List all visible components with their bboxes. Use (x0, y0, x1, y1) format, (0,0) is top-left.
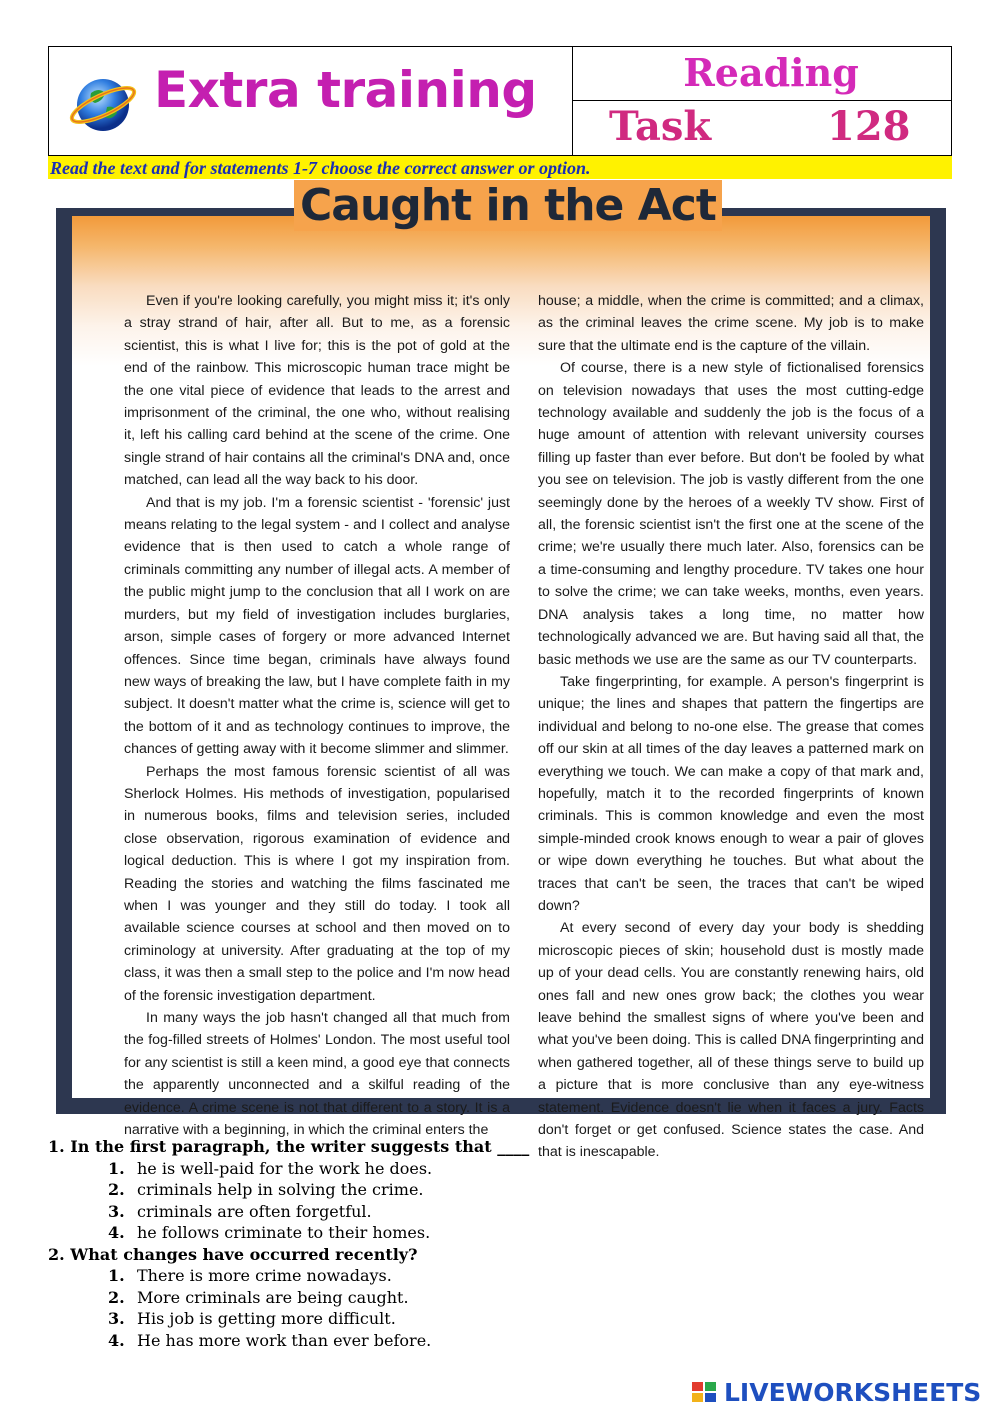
option-number: 2. (108, 1287, 125, 1307)
answer-option[interactable] (48, 1265, 948, 1287)
question-prompt: 1. In the first paragraph, the writer suggests that ____ (48, 1137, 530, 1156)
option-text: he follows criminate to their homes. (137, 1223, 431, 1242)
option-text: he is well-paid for the work he does. (137, 1158, 433, 1178)
liveworksheets-mark-icon (692, 1382, 718, 1404)
answer-option[interactable] (48, 1308, 948, 1330)
article-column-left (124, 290, 510, 1141)
section-label: Reading (683, 50, 859, 95)
paragraph: Of course, there is a new style of fictionalised forensics on television nowadays that uses the most cutting-edge technology available and suddenly the job is the focus of a huge amount of attention with relevant university courses filling up faster than ever before. But don't be fooled by what you see on television. The job is vastly different from the one seemingly done by the heroes of a weekly TV show. First of all, the forensic scientist isn't the first one at the scene of the crime; we're usually there much later. Also, forensics can be a time-consuming and lengthy procedure. TV takes one hour to solve the crime; we can take weeks, months, even years. DNA analysis takes a long time, no matter how technologically advanced we are. But having said all that, the basic methods we use are the same as our TV counterparts. (538, 360, 924, 668)
paragraph: In many ways the job hasn't changed all that much from the fog-filled streets of Holmes' London. The most useful tool for any scientist is still a keen mind, a good eye that connects the apparently unconnected and a skilful reading of the evidence. A crime scene is not that different to a story. It is a narrative with a beginning, in which the criminal enters the (124, 1010, 510, 1139)
option-text: He has more work than ever before. (137, 1330, 432, 1350)
answer-option[interactable] (48, 1330, 948, 1352)
task-label: Task (609, 103, 712, 150)
article-column-right (538, 290, 924, 1164)
task-number: 128 (827, 103, 911, 150)
header-title-cell (49, 47, 573, 155)
paragraph: house; a middle, when the crime is committed; and a climax, as the criminal leaves the crime scene. My job is to make sure that the ultimate end is the capture of the villain. (538, 293, 924, 354)
option-number: 3. (108, 1201, 125, 1221)
paragraph: Even if you're looking carefully, you might miss it; it's only a stray strand of hair, after all. But to me, as a forensic scientist, this is what I live for; this is the pot of gold at the end of the rainbow. This microscopic human trace might be the one vital piece of evidence that leads to the arrest and imprisonment of the criminal, the one who, without realising it, left his calling card behind at the scene of the crime. One single strand of hair contains all the criminal's DNA and, once matched, can lead all the way back to his door. (124, 293, 510, 489)
option-number: 3. (108, 1309, 125, 1328)
globe-icon (67, 67, 139, 139)
answer-option[interactable] (48, 1158, 948, 1180)
header-divider (573, 100, 951, 101)
option-number: 1. (108, 1158, 125, 1178)
option-text: His job is getting more difficult. (137, 1309, 396, 1328)
instruction-text: Read the text and for statements 1-7 choose the correct answer or option. (50, 158, 591, 178)
question-prompt: 2. What changes have occurred recently? (48, 1244, 418, 1264)
option-number: 4. (108, 1330, 125, 1350)
option-text: More criminals are being caught. (137, 1287, 409, 1307)
worksheet-title: Extra training (154, 61, 537, 119)
option-number: 4. (108, 1223, 125, 1242)
option-number: 2. (108, 1180, 125, 1199)
option-text: criminals help in solving the crime. (137, 1180, 424, 1199)
instruction-bar (48, 156, 952, 179)
frame-right-border (930, 208, 946, 1114)
answer-option[interactable] (48, 1179, 948, 1201)
option-text: There is more crime nowadays. (137, 1266, 392, 1285)
liveworksheets-logo[interactable] (692, 1378, 992, 1406)
header-task-cell (573, 47, 951, 155)
paragraph: Perhaps the most famous forensic scientist of all was Sherlock Holmes. His methods of investigation, popularised in numerous books, films and television series, included close observation, rigorous examination of evidence and logical deduction. This is where I got my inspiration from. Reading the stories and watching the films fascinated me when I was younger and they still do today. I took all available science courses at school and then moved on to criminology at university. After graduating at the top of my class, it was then a small step to the police and I'm now head of the forensic investigation department. (124, 763, 510, 1004)
paragraph: At every second of every day your body is shedding microscopic pieces of skin; household dust is mostly made up of your dead cells. You are constantly renewing hairs, old ones fall and new ones grow back; the clothes you wear leave behind the smallest signs of where you've been and what you've been doing. This is called DNA fingerprinting and when gathered together, all of these things serve to build up a picture that is more conclusive than any eye-witness statement. Evidence doesn't lie when it faces a jury. Facts don't forget or get confused. Science states the case. And that is inescapable. (538, 920, 924, 1161)
option-text: criminals are often forgetful. (137, 1201, 372, 1221)
questions-section (48, 1136, 948, 1351)
worksheet-header (48, 46, 952, 156)
paragraph: And that is my job. I'm a forensic scientist - 'forensic' just means relating to the legal system - and I collect and analyse evidence that is then used to catch a whole range of criminals committing any number of illegal acts. A member of the public might jump to the conclusion that all I work on are murders, but my field of investigation includes burglaries, arson, simple cases of forgery or more advanced Internet offences. Since time began, criminals have always found new ways of breaking the law, but I have complete faith in my subject. It doesn't matter what the crime is, science will get to the bottom of it and as technology continues to improve, the chances of getting away with it become slimmer and slimmer. (124, 494, 510, 758)
frame-left-border (56, 208, 72, 1114)
answer-option[interactable] (48, 1287, 948, 1309)
liveworksheets-brand: LIVEWORKSHEETS (724, 1378, 982, 1407)
option-number: 1. (108, 1266, 125, 1285)
paragraph: Take fingerprinting, for example. A person's fingerprint is unique; the lines and shapes that pattern the fingertips are individual and belong to no-one else. The grease that comes off our skin at all times of the day leaves a patterned mark on everything we touch. We can make a copy of that mark and, hopefully, match it to the recorded fingerprints of known criminals. This is common knowledge and even the most simple-minded crook knows enough to wear a pair of gloves or wipe down everything he touches. But what about the traces that can't be seen, the traces that can't be wiped down? (538, 673, 924, 914)
answer-option[interactable] (48, 1201, 948, 1223)
answer-option[interactable] (48, 1222, 948, 1244)
article-title: Caught in the Act (294, 180, 722, 231)
